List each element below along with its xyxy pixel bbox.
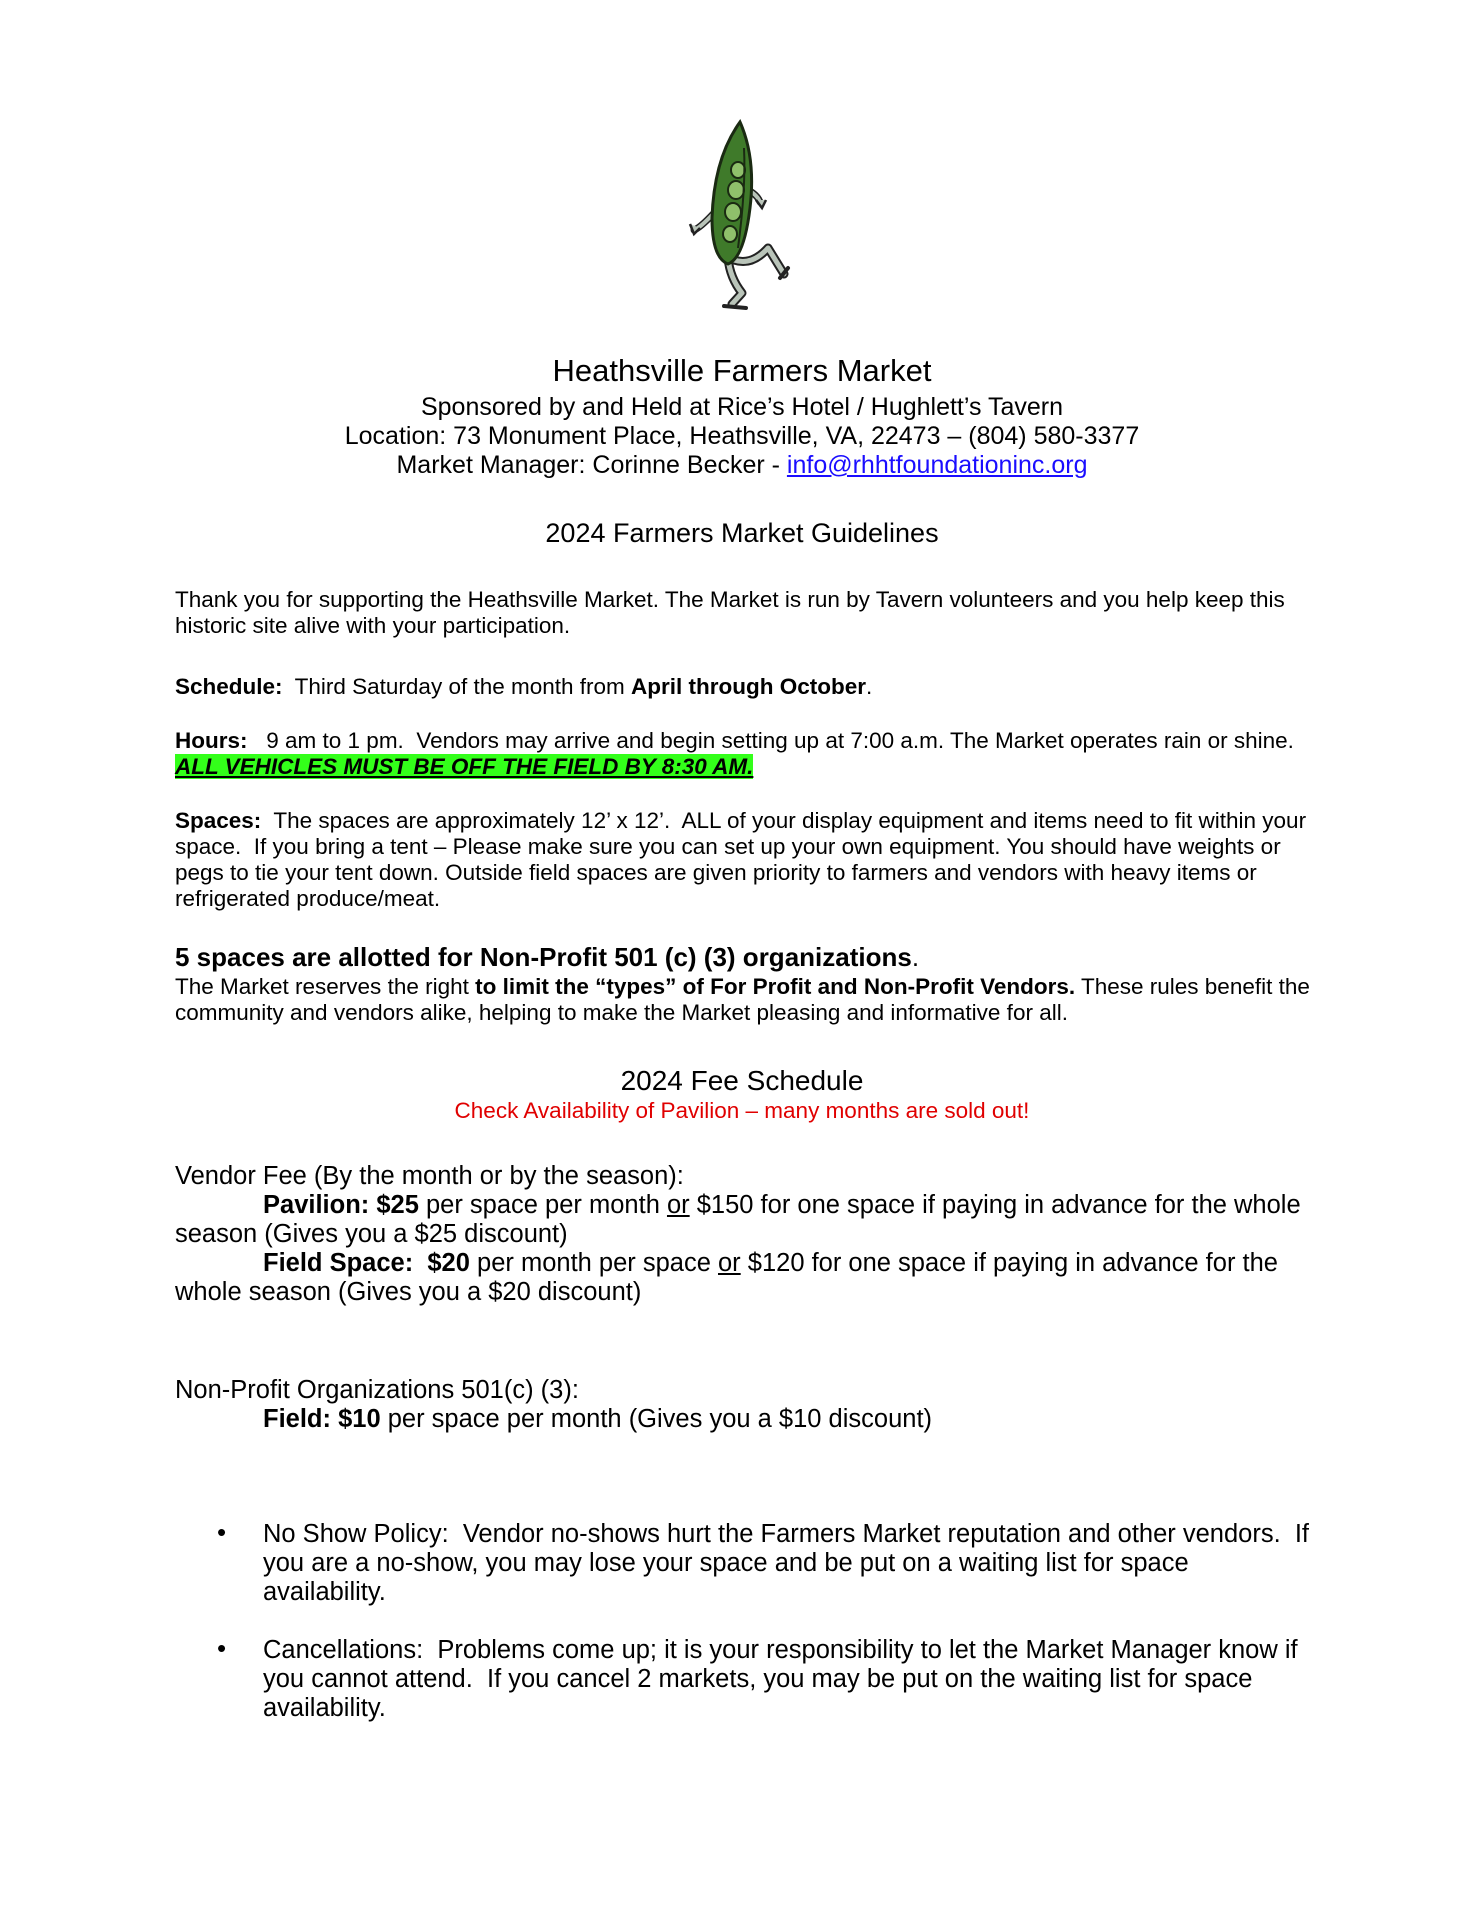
pavilion-availability-note: Check Availability of Pavilion – many months are sold out! [454,1098,1030,1123]
email-link[interactable]: info@rhhtfoundationinc.org [786,451,1088,479]
market-title: Heathsville Farmers Market [552,353,932,388]
pavilion-fee [175,1191,1315,1249]
spaces-paragraph [175,808,1315,912]
vendor-fee-heading: Vendor Fee (By the month or by the season): [175,1162,684,1190]
hours-label: Hours: [175,728,248,753]
schedule-text: Third Saturday of the month from [282,674,632,699]
field-space-fee [175,1249,1315,1307]
spaces-label: Spaces: [175,808,262,833]
nonprofit-heading [175,942,1315,972]
list-item [175,1517,1317,1607]
pavilion-text-1: per space per month [418,1191,667,1219]
bullet-icon: • [217,1633,227,1663]
hours-paragraph [175,728,1315,780]
sponsor-line: Sponsored by and Held at Rice’s Hotel / Hughlett’s Tavern [420,393,1064,421]
hours-text: 9 am to 1 pm. Vendors may arrive and begin setting up at 7:00 a.m. The Market operates rain or shine. [247,728,1301,753]
field-space-text-2: $120 for one space if paying in advance for the whole season (Gives you a $20 discount) [175,1249,1278,1306]
policy-no-show [175,1517,1317,1607]
intro-paragraph: Thank you for supporting the Heathsville Market. The Market is run by Tavern volunteers and you help keep this historic site alive with your participation. [175,587,1285,638]
location-line: Location: 73 Monument Place, Heathsville, VA, 22473 – (804) 580-3377 [344,422,1140,450]
manager-label: Market Manager: Corinne Becker - [396,451,787,479]
bullet-icon: • [217,1517,227,1547]
reserve-text-after: These rules benefit the community and vendors alike, helping to make the Market pleasing and informative for all. [175,974,1310,1025]
nonprofit-field-text: per space per month (Gives you a $10 discount) [380,1405,933,1433]
dancing-pea-pod-icon [672,118,812,318]
nonprofit-fee-section [175,1376,1315,1434]
schedule-label: Schedule: [175,674,283,699]
field-space-label: Field Space: $20 [263,1249,470,1277]
schedule-paragraph [175,674,1315,700]
nonprofit-field-label: Field: $10 [263,1405,381,1433]
schedule-months: April through October [631,674,867,699]
nonprofit-fee-heading: Non-Profit Organizations 501(c) (3): [175,1376,579,1404]
vehicle-warning: ALL VEHICLES MUST BE OFF THE FIELD BY 8:30 AM. [175,754,754,779]
policy-text: No Show Policy: Vendor no-shows hurt the Farmers Market reputation and other vendors. If you are a no-show, you may lose your space and be put on a waiting list for space availability. [263,1520,1317,1606]
pavilion-label: Pavilion: $25 [263,1191,419,1219]
nonprofit-heading-period: . [911,942,920,972]
reserve-bold: to limit the “types” of For Profit and Non-Profit Vendors. [475,974,1076,999]
schedule-period: . [866,674,873,699]
spaces-text: The spaces are approximately 12’ x 12’. ALL of your display equipment and items need to fit within your space. If you bring a tent – Please make sure you can set up your own equipment. You should have weights or pegs to tie your tent down. Outside field spaces are given priority to farmers and vendors with heavy items or refrigerated produce/meat. [175,808,1313,911]
field-space-or: or [718,1249,741,1277]
reserve-paragraph [175,974,1315,1026]
pavilion-text-2: $150 for one space if paying in advance for the whole season (Gives you a $25 discount) [175,1191,1301,1248]
vendor-fee-section [175,1162,1315,1307]
policy-cancellations [175,1633,1315,1723]
fee-schedule-title: 2024 Fee Schedule [620,1065,864,1096]
policy-text: Cancellations: Problems come up; it is your responsibility to let the Market Manager know if you cannot attend. If you cancel 2 markets, you may be put on the waiting list for space availability. [263,1636,1305,1722]
pavilion-or: or [666,1191,690,1219]
guidelines-title: 2024 Farmers Market Guidelines [545,518,939,548]
list-item [175,1633,1315,1723]
nonprofit-heading-text: 5 spaces are allotted for Non-Profit 501 (c) (3) organizations [175,942,912,972]
manager-line [0,451,1484,480]
field-space-text-1: per month per space [469,1249,718,1277]
reserve-text-before: The Market reserves the right [175,974,476,999]
nonprofit-field-fee [175,1405,1315,1434]
